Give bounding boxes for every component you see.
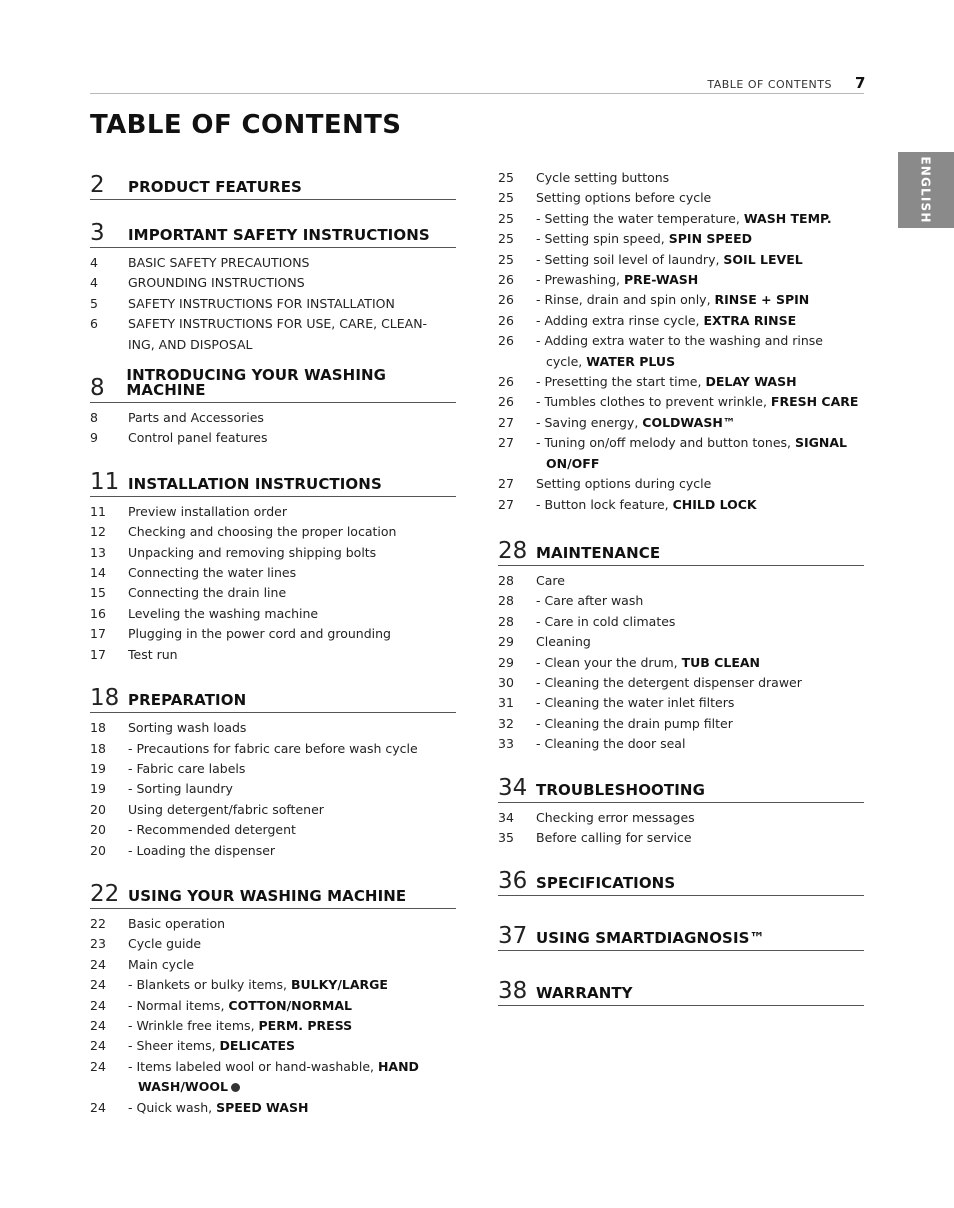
entry-text: - Cleaning the door seal <box>536 736 686 752</box>
toc-entry[interactable] <box>90 253 456 273</box>
entry-text: - Loading the dispenser <box>128 842 276 858</box>
entry-list <box>498 571 864 755</box>
entry-page: 26 <box>498 333 514 349</box>
toc-entry[interactable] <box>90 543 456 563</box>
section-page-number: 36 <box>498 868 528 895</box>
entry-text: Setting options during cycle <box>536 476 712 492</box>
entry-text: - Rinse, drain and spin only, <box>536 292 715 308</box>
toc-entry[interactable] <box>90 1098 456 1118</box>
entry-text-block <box>128 314 456 355</box>
toc-entry[interactable] <box>90 314 456 355</box>
toc-entry[interactable] <box>498 270 864 290</box>
entry-text: - Prewashing, <box>536 272 624 288</box>
toc-entry[interactable] <box>498 591 864 611</box>
section-heading[interactable] <box>498 861 864 896</box>
entry-text-block <box>536 229 864 249</box>
entry-text: - Tumbles clothes to prevent wrinkle, <box>536 394 771 410</box>
toc-entry[interactable] <box>498 229 864 249</box>
entry-text-continued: cycle, <box>546 353 587 369</box>
toc-entry[interactable] <box>90 718 456 738</box>
entry-text: Sorting wash loads <box>128 720 247 736</box>
toc-entry[interactable] <box>498 413 864 433</box>
entry-text: Care <box>536 572 565 588</box>
entry-page: 8 <box>90 410 98 426</box>
entry-text: - Cleaning the water inlet filters <box>536 695 735 711</box>
entry-bold-label: SPIN SPEED <box>668 231 752 247</box>
section-page-number: 38 <box>498 978 528 1005</box>
entry-text-block <box>128 1057 456 1098</box>
entry-bold-label: SIGNAL <box>795 435 848 451</box>
entry-text: Checking error messages <box>536 809 695 825</box>
toc-entry[interactable] <box>90 273 456 293</box>
page-number: 7 <box>855 74 866 92</box>
entry-text-block <box>536 495 864 515</box>
entry-page: 29 <box>498 634 514 650</box>
entry-text-continued: ING, AND DISPOSAL <box>128 336 253 352</box>
toc-entry[interactable] <box>498 495 864 515</box>
entry-text: Unpacking and removing shipping bolts <box>128 544 377 560</box>
entry-text: Leveling the washing machine <box>128 605 319 621</box>
section-page-number: 22 <box>90 880 120 907</box>
entry-text: Test run <box>128 646 178 662</box>
entry-text-block <box>536 372 864 392</box>
entry-text-block <box>128 1098 456 1118</box>
entry-text: - Precautions for fabric care before wash cycle <box>128 740 418 756</box>
toc-left-column <box>90 165 456 1131</box>
entry-text: Preview installation order <box>128 503 287 519</box>
entry-text: - Cleaning the detergent dispenser drawer <box>536 674 802 690</box>
toc-entry[interactable] <box>498 168 864 188</box>
section-page-number: 2 <box>90 172 105 198</box>
section-heading[interactable] <box>90 874 456 909</box>
section-heading[interactable] <box>90 678 456 713</box>
toc-entry[interactable] <box>90 1016 456 1036</box>
entry-text: - Items labeled wool or hand-washable, <box>128 1058 378 1074</box>
entry-wrap-line <box>536 352 864 372</box>
entry-text: Connecting the water lines <box>128 565 297 581</box>
section-title: SPECIFICATIONS <box>536 874 676 893</box>
section-page-number: 37 <box>498 923 528 950</box>
entry-text: - Setting the water temperature, <box>536 210 744 226</box>
entry-text: Connecting the drain line <box>128 585 287 601</box>
entry-text: - Adding extra rinse cycle, <box>536 312 704 328</box>
entry-text-block <box>536 433 864 474</box>
entry-text: - Setting soil level of laundry, <box>536 251 724 267</box>
header-rule <box>90 93 864 94</box>
entry-page: 25 <box>498 231 514 247</box>
toc-entry[interactable] <box>498 392 864 412</box>
entry-text: Cycle guide <box>128 936 202 952</box>
entry-page: 24 <box>90 1058 106 1074</box>
entry-page: 11 <box>90 503 106 519</box>
entry-text: Using detergent/fabric softener <box>128 801 324 817</box>
toc-right-column <box>498 168 864 1019</box>
section-title: IMPORTANT SAFETY INSTRUCTIONS <box>128 226 430 244</box>
entry-page: 24 <box>90 997 106 1013</box>
entry-list <box>498 808 864 849</box>
section-page-number: 28 <box>498 537 528 564</box>
entry-page: 26 <box>498 312 514 328</box>
entry-page: 22 <box>90 915 106 931</box>
language-tab-label: ENGLISH <box>919 156 934 224</box>
entry-page: 6 <box>90 316 98 332</box>
entry-list <box>90 253 456 355</box>
section-title: INTRODUCING YOUR WASHING MACHINE <box>126 366 387 400</box>
entry-text: - Care after wash <box>536 593 644 609</box>
entry-page: 25 <box>498 251 514 267</box>
entry-page: 27 <box>498 435 514 451</box>
section-title: USING YOUR WASHING MACHINE <box>128 886 407 905</box>
entry-bold-label-continued: ON/OFF <box>546 455 600 471</box>
entry-bold-label: COTTON/NORMAL <box>228 997 352 1013</box>
entry-page: 31 <box>498 695 514 711</box>
running-head: TABLE OF CONTENTS <box>707 78 832 91</box>
entry-text: Cleaning <box>536 634 591 650</box>
toc-section <box>90 678 456 861</box>
entry-page: 19 <box>90 760 106 776</box>
toc-entry[interactable] <box>498 693 864 713</box>
toc-entry[interactable] <box>90 408 456 428</box>
toc-entry[interactable] <box>498 290 864 310</box>
entry-page: 28 <box>498 593 514 609</box>
entry-bold-label: SOIL LEVEL <box>723 251 803 267</box>
toc-entry[interactable] <box>90 975 456 995</box>
entry-list <box>90 914 456 1118</box>
entry-bold-label: TUB CLEAN <box>681 654 760 670</box>
toc-section <box>90 462 456 665</box>
toc-entry[interactable] <box>90 841 456 861</box>
toc-entry[interactable] <box>90 604 456 624</box>
toc-entry[interactable] <box>498 632 864 652</box>
entry-text: BASIC SAFETY PRECAUTIONS <box>128 255 310 270</box>
entry-text-block <box>128 996 456 1016</box>
toc-entry[interactable] <box>498 808 864 828</box>
toc-entry[interactable] <box>90 759 456 779</box>
toc-entry[interactable] <box>498 372 864 392</box>
entry-text-block <box>536 392 864 412</box>
entry-text: SAFETY INSTRUCTIONS FOR INSTALLATION <box>128 295 395 311</box>
entry-text: Plugging in the power cord and grounding <box>128 626 391 642</box>
entry-text: - Sheer items, <box>128 1038 220 1054</box>
section-page-number: 8 <box>90 375 105 402</box>
toc-entry[interactable] <box>498 734 864 754</box>
entry-page: 20 <box>90 801 106 817</box>
entry-text: - Sorting laundry <box>128 781 233 797</box>
toc-section <box>498 768 864 849</box>
section-heading[interactable] <box>90 165 456 200</box>
entry-text: - Wrinkle free items, <box>128 1017 259 1033</box>
entry-page: 25 <box>498 170 514 185</box>
toc-entry[interactable] <box>90 563 456 583</box>
toc-entry[interactable] <box>498 331 864 372</box>
toc-entry[interactable] <box>90 1036 456 1056</box>
entry-bold-label: CHILD LOCK <box>672 496 757 512</box>
entry-text: - Adding extra water to the washing and rinse <box>536 333 823 349</box>
entry-text: GROUNDING INSTRUCTIONS <box>128 275 305 291</box>
toc-entry[interactable] <box>498 571 864 591</box>
toc-entry[interactable] <box>90 583 456 603</box>
entry-page: 16 <box>90 605 106 621</box>
entry-bold-label: DELICATES <box>219 1038 296 1054</box>
entry-text-block <box>536 270 864 290</box>
toc-section <box>498 531 864 755</box>
toc-entry[interactable] <box>90 522 456 542</box>
entry-text: - Cleaning the drain pump filter <box>536 715 733 731</box>
toc-entry[interactable] <box>498 209 864 229</box>
toc-entry[interactable] <box>90 820 456 840</box>
section-title: PRODUCT FEATURES <box>128 178 302 196</box>
entry-bold-label: DELAY WASH <box>705 374 797 390</box>
entry-page: 27 <box>498 476 514 492</box>
entry-wrap-line <box>128 1077 456 1097</box>
entry-page: 35 <box>498 829 514 845</box>
entry-text: - Fabric care labels <box>128 760 246 776</box>
entry-text: - Saving energy, <box>536 414 643 430</box>
entry-list <box>498 168 864 515</box>
toc-entry[interactable] <box>498 188 864 208</box>
entry-page: 32 <box>498 715 514 731</box>
entry-page: 18 <box>90 740 106 756</box>
toc-entry[interactable] <box>498 474 864 494</box>
toc-entry[interactable] <box>90 624 456 644</box>
entry-text-block <box>536 311 864 331</box>
toc-entry[interactable] <box>498 828 864 848</box>
section-heading[interactable] <box>498 971 864 1006</box>
entry-page: 14 <box>90 565 106 581</box>
entry-text-block <box>536 413 864 433</box>
toc-entry[interactable] <box>90 739 456 759</box>
entry-page: 27 <box>498 496 514 512</box>
entry-bold-label: FRESH CARE <box>770 394 859 410</box>
entry-text-block <box>536 250 864 270</box>
toc-entry[interactable] <box>90 779 456 799</box>
entry-page: 29 <box>498 654 514 670</box>
entry-page: 24 <box>90 977 106 993</box>
section-title: MAINTENANCE <box>536 543 661 562</box>
entry-page: 18 <box>90 720 106 736</box>
entry-page: 24 <box>90 1038 106 1054</box>
entry-page: 26 <box>498 272 514 288</box>
section-page-number: 18 <box>90 685 120 712</box>
entry-bold-label-continued: WASH/WOOL <box>138 1079 228 1095</box>
entry-page: 25 <box>498 210 514 226</box>
entry-list <box>90 718 456 861</box>
section-title: TROUBLESHOOTING <box>536 780 705 799</box>
page-title: TABLE OF CONTENTS <box>90 110 402 140</box>
entry-bold-label: HAND <box>377 1058 419 1074</box>
section-heading[interactable] <box>498 916 864 951</box>
entry-page: 20 <box>90 822 106 838</box>
entry-text-block <box>128 975 456 995</box>
section-title: USING SMARTDIAGNOSIS™ <box>536 929 765 948</box>
section-title: PREPARATION <box>128 691 247 710</box>
entry-page: 26 <box>498 374 514 390</box>
entry-page: 17 <box>90 626 106 642</box>
entry-page: 30 <box>498 674 514 690</box>
entry-text: Control panel features <box>128 430 268 446</box>
entry-page: 9 <box>90 430 98 446</box>
entry-text: - Button lock feature, <box>536 496 673 512</box>
entry-text: - Quick wash, <box>128 1099 217 1115</box>
toc-entry[interactable] <box>90 1057 456 1098</box>
toc-entry[interactable] <box>498 673 864 693</box>
toc-entry[interactable] <box>498 311 864 331</box>
toc-entry[interactable] <box>90 294 456 314</box>
entry-text-block <box>128 1036 456 1056</box>
entry-text: Checking and choosing the proper location <box>128 524 397 540</box>
toc-entry[interactable] <box>90 914 456 934</box>
entry-page: 23 <box>90 936 106 952</box>
entry-page: 24 <box>90 956 106 972</box>
entry-text-block <box>536 290 864 310</box>
toc-entry[interactable] <box>498 250 864 270</box>
entry-bold-label: BULKY/LARGE <box>290 977 388 993</box>
wool-symbol-icon <box>231 1083 240 1092</box>
entry-page: 4 <box>90 275 98 291</box>
entry-text: SAFETY INSTRUCTIONS FOR USE, CARE, CLEAN- <box>128 316 428 332</box>
entry-list <box>90 502 456 665</box>
entry-page: 26 <box>498 394 514 410</box>
toc-entry[interactable] <box>90 800 456 820</box>
entry-page: 4 <box>90 255 98 270</box>
entry-text: Main cycle <box>128 956 195 972</box>
toc-entry[interactable] <box>498 433 864 474</box>
entry-page: 27 <box>498 414 514 430</box>
entry-text-block <box>536 331 864 372</box>
entry-bold-label: SPEED WASH <box>216 1099 309 1115</box>
entry-list <box>90 408 456 449</box>
section-page-number: 34 <box>498 774 528 801</box>
toc-entry[interactable] <box>90 428 456 448</box>
entry-page: 15 <box>90 585 106 601</box>
toc-section <box>498 861 864 896</box>
toc-section <box>90 874 456 1118</box>
entry-page: 17 <box>90 646 106 662</box>
entry-page: 13 <box>90 544 106 560</box>
toc-section <box>90 368 456 449</box>
section-page-number: 11 <box>90 468 120 495</box>
entry-text: - Clean your the drum, <box>536 654 682 670</box>
section-heading[interactable] <box>90 462 456 497</box>
entry-page: 33 <box>498 736 514 752</box>
entry-page: 19 <box>90 781 106 797</box>
entry-text-block <box>536 209 864 229</box>
entry-text: - Normal items, <box>128 997 229 1013</box>
entry-text-block <box>128 1016 456 1036</box>
section-title: INSTALLATION INSTRUCTIONS <box>128 474 382 493</box>
section-heading[interactable] <box>90 213 456 248</box>
language-tab <box>898 152 954 228</box>
entry-page: 24 <box>90 1099 106 1115</box>
entry-text: - Setting spin speed, <box>536 231 669 247</box>
entry-text: Basic operation <box>128 915 226 931</box>
toc-entry[interactable] <box>90 934 456 954</box>
entry-text-block <box>536 653 864 673</box>
toc-entry[interactable] <box>90 502 456 522</box>
toc-entry[interactable] <box>90 996 456 1016</box>
entry-text: - Presetting the start time, <box>536 374 706 390</box>
toc-section <box>498 971 864 1006</box>
entry-bold-label: WATER PLUS <box>586 353 676 369</box>
entry-wrap-line <box>536 454 864 474</box>
toc-section <box>90 165 456 200</box>
toc-entry[interactable] <box>498 714 864 734</box>
section-title: WARRANTY <box>536 984 633 1003</box>
entry-page: 12 <box>90 524 106 540</box>
entry-bold-label: RINSE + SPIN <box>714 292 810 308</box>
section-heading[interactable] <box>90 368 456 403</box>
entry-bold-label: WASH TEMP. <box>743 210 832 226</box>
entry-text: - Tuning on/off melody and button tones, <box>536 435 795 451</box>
section-page-number: 3 <box>90 220 105 246</box>
toc-entry[interactable] <box>90 955 456 975</box>
entry-text: - Care in cold climates <box>536 613 676 629</box>
entry-page: 28 <box>498 572 514 588</box>
entry-page: 28 <box>498 613 514 629</box>
toc-section <box>498 916 864 951</box>
entry-text: Before calling for service <box>536 829 692 845</box>
entry-page: 25 <box>498 190 514 206</box>
entry-text: Setting options before cycle <box>536 190 712 206</box>
toc-entry[interactable] <box>90 645 456 665</box>
toc-entry[interactable] <box>498 612 864 632</box>
toc-section <box>90 213 456 355</box>
section-heading[interactable] <box>498 531 864 566</box>
entry-bold-label: EXTRA RINSE <box>703 312 797 328</box>
entry-text: Cycle setting buttons <box>536 170 670 185</box>
entry-page: 20 <box>90 842 106 858</box>
entry-page: 24 <box>90 1017 106 1033</box>
toc-entry[interactable] <box>498 653 864 673</box>
entry-page: 26 <box>498 292 514 308</box>
entry-text: - Recommended detergent <box>128 822 296 838</box>
entry-bold-label: PRE-WASH <box>623 272 699 288</box>
entry-bold-label: PERM. PRESS <box>258 1017 353 1033</box>
entry-page: 34 <box>498 809 514 825</box>
entry-bold-label: COLDWASH™ <box>642 414 736 430</box>
section-heading[interactable] <box>498 768 864 803</box>
entry-page: 5 <box>90 295 98 311</box>
entry-text: - Blankets or bulky items, <box>128 977 291 993</box>
entry-text: Parts and Accessories <box>128 410 264 426</box>
